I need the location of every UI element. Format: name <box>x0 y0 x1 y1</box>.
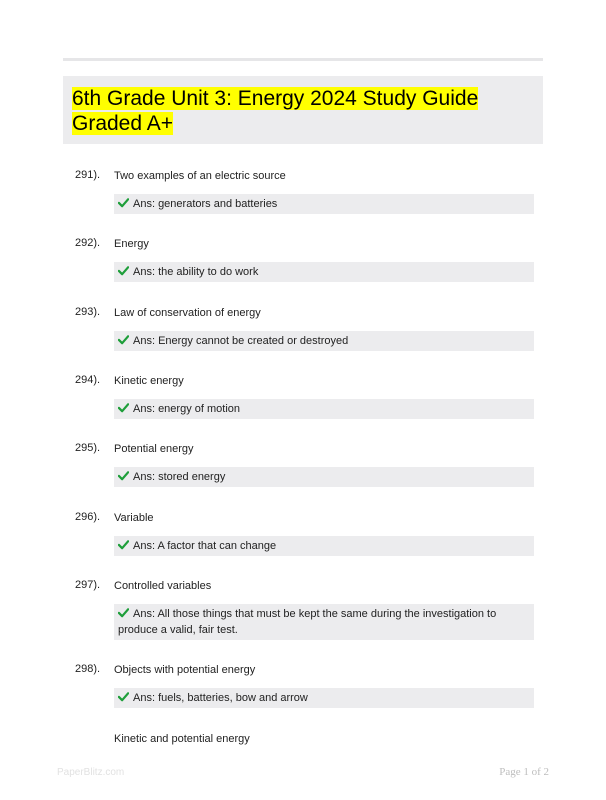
check-icon <box>118 197 129 208</box>
question-number: 298). <box>75 663 101 675</box>
page-number: Page 1 of 2 <box>499 766 549 778</box>
title-line-2: Graded A+ <box>72 112 173 135</box>
check-icon <box>118 402 129 413</box>
question-text: Law of conservation of energy <box>114 307 261 319</box>
answer-box <box>114 194 534 214</box>
question-number: 296). <box>75 511 101 523</box>
check-icon <box>118 334 129 345</box>
question-text: Kinetic energy <box>114 375 184 387</box>
question-number: 297). <box>75 579 101 591</box>
answer-box <box>114 467 534 487</box>
answer-text: Ans: generators and batteries <box>133 198 278 210</box>
question-text: Objects with potential energy <box>114 664 256 676</box>
answer-text: Ans: the ability to do work <box>133 266 259 278</box>
top-divider <box>63 58 543 61</box>
watermark: PaperBlitz.com <box>57 767 125 778</box>
question-text: Energy <box>114 238 149 250</box>
check-icon <box>118 691 129 702</box>
answer-box <box>114 688 534 708</box>
question-text: Controlled variables <box>114 580 212 592</box>
check-icon <box>118 265 129 276</box>
question-number: 294). <box>75 374 101 386</box>
check-icon <box>118 539 129 550</box>
answer-box <box>114 399 534 419</box>
check-icon <box>118 607 129 618</box>
title-line-1: 6th Grade Unit 3: Energy 2024 Study Guide <box>72 87 479 110</box>
answer-box <box>114 536 534 556</box>
question-text: Variable <box>114 512 154 524</box>
answer-text: Ans: All those things that must be kept the same during the investigation to produce a valid, fair test. <box>118 608 497 636</box>
question-number: 293). <box>75 306 101 318</box>
question-number: 295). <box>75 442 101 454</box>
answer-box <box>114 604 534 640</box>
question-text: Kinetic and potential energy <box>114 733 250 745</box>
document-title <box>72 86 532 136</box>
check-icon <box>118 470 129 481</box>
answer-box <box>114 331 534 351</box>
question-number: 292). <box>75 237 101 249</box>
answer-text: Ans: fuels, batteries, bow and arrow <box>133 692 308 704</box>
answer-text: Ans: Energy cannot be created or destroyed <box>133 335 349 347</box>
question-number: 291). <box>75 169 101 181</box>
question-text: Two examples of an electric source <box>114 170 286 182</box>
answer-box <box>114 262 534 282</box>
answer-text: Ans: energy of motion <box>133 403 241 415</box>
answer-text: Ans: stored energy <box>133 471 226 483</box>
question-text: Potential energy <box>114 443 194 455</box>
answer-text: Ans: A factor that can change <box>133 540 277 552</box>
